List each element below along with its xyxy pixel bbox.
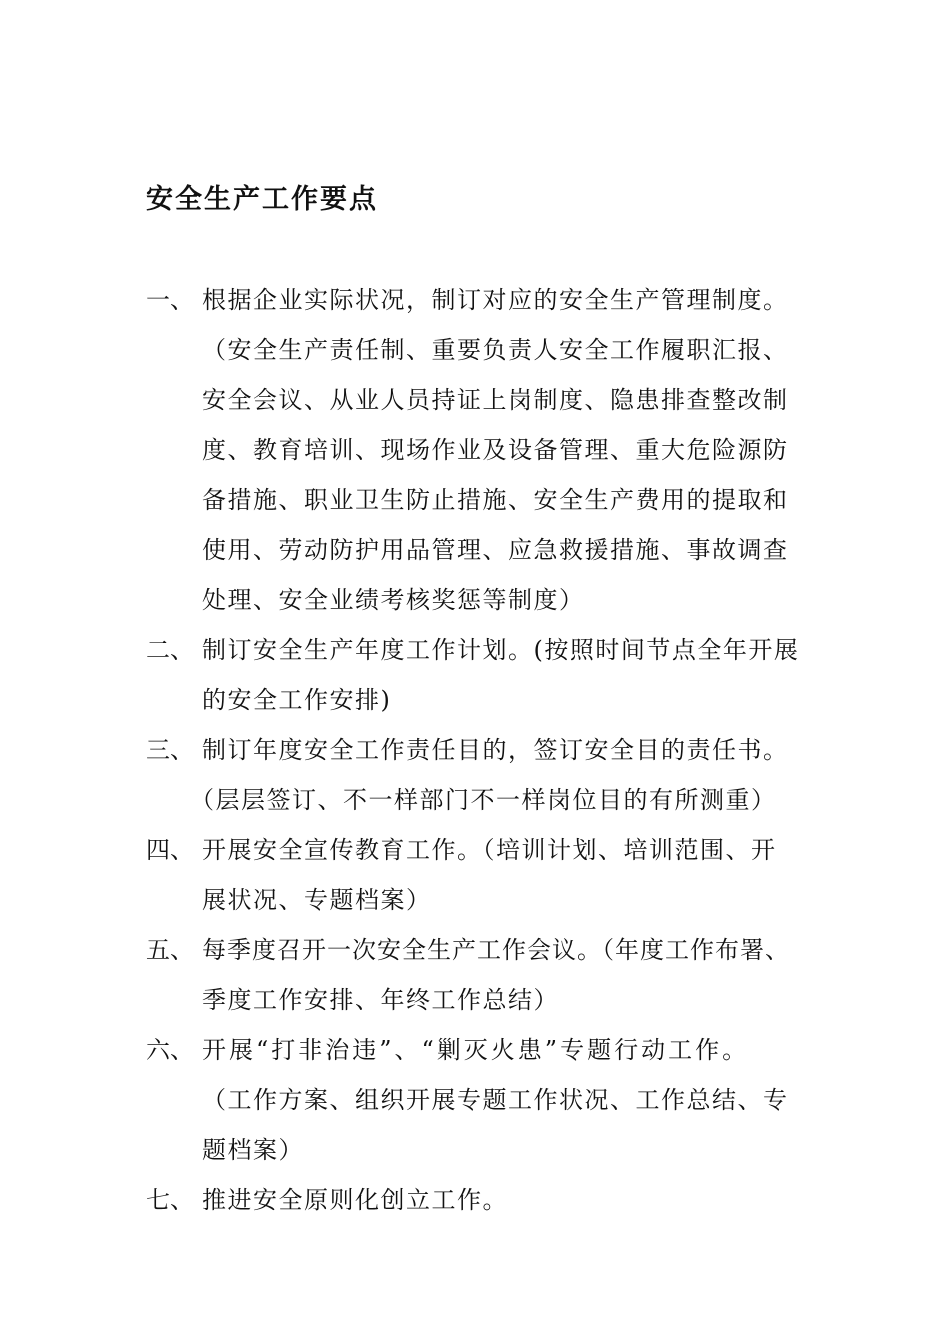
item-6-line-3: 题档案） <box>202 1136 304 1164</box>
item-5-line-2: 季度工作安排、年终工作总结） <box>202 986 559 1014</box>
item-4-line-2: 展状况、专题档案） <box>202 886 432 914</box>
item-4-number: 四、 <box>146 836 194 864</box>
item-4-line-1: 开展安全宣传教育工作。（培训计划、培训范围、开 <box>202 836 777 864</box>
item-2-line-2: 的安全工作安排) <box>202 686 392 714</box>
item-7-number: 七、 <box>146 1186 194 1214</box>
item-1-line-2: （安全生产责任制、重要负责人安全工作履职汇报、 <box>202 336 789 364</box>
document-title: 安全生产工作要点 <box>146 184 378 215</box>
item-6-line-2: （工作方案、组织开展专题工作状况、工作总结、专 <box>202 1086 789 1114</box>
item-2-number: 二、 <box>146 636 194 664</box>
item-5-number: 五、 <box>146 936 194 964</box>
item-7-line-1: 推进安全原则化创立工作。 <box>202 1186 508 1214</box>
item-6-line-1: 开展“打非治违”、“剿灭火患”专题行动工作。 <box>202 1036 750 1064</box>
item-6-number: 六、 <box>146 1036 194 1064</box>
item-3-line-1: 制订年度安全工作责任目的，签订安全目的责任书。 <box>202 736 789 764</box>
item-1-line-5: 备措施、职业卫生防止措施、安全生产费用的提取和 <box>202 486 789 514</box>
item-3-number: 三、 <box>146 736 194 764</box>
item-1-line-7: 处理、安全业绩考核奖惩等制度） <box>202 586 585 614</box>
item-5-line-1: 每季度召开一次安全生产工作会议。（年度工作布署、 <box>202 936 790 964</box>
item-1-line-6: 使用、劳动防护用品管理、应急救援措施、事故调查 <box>202 536 789 564</box>
item-1-number: 一、 <box>146 286 194 314</box>
item-2-line-1: 制订安全生产年度工作计划。(按照时间节点全年开展 <box>202 636 800 664</box>
item-1-line-3: 安全会议、从业人员持证上岗制度、隐患排查整改制 <box>202 386 789 414</box>
item-1-line-4: 度、教育培训、现场作业及设备管理、重大危险源防 <box>202 436 789 464</box>
item-1-line-1: 根据企业实际状况，制订对应的安全生产管理制度。 <box>202 286 789 314</box>
item-3-line-2: （层层签订、不一样部门不一样岗位目的有所测重） <box>190 786 777 814</box>
